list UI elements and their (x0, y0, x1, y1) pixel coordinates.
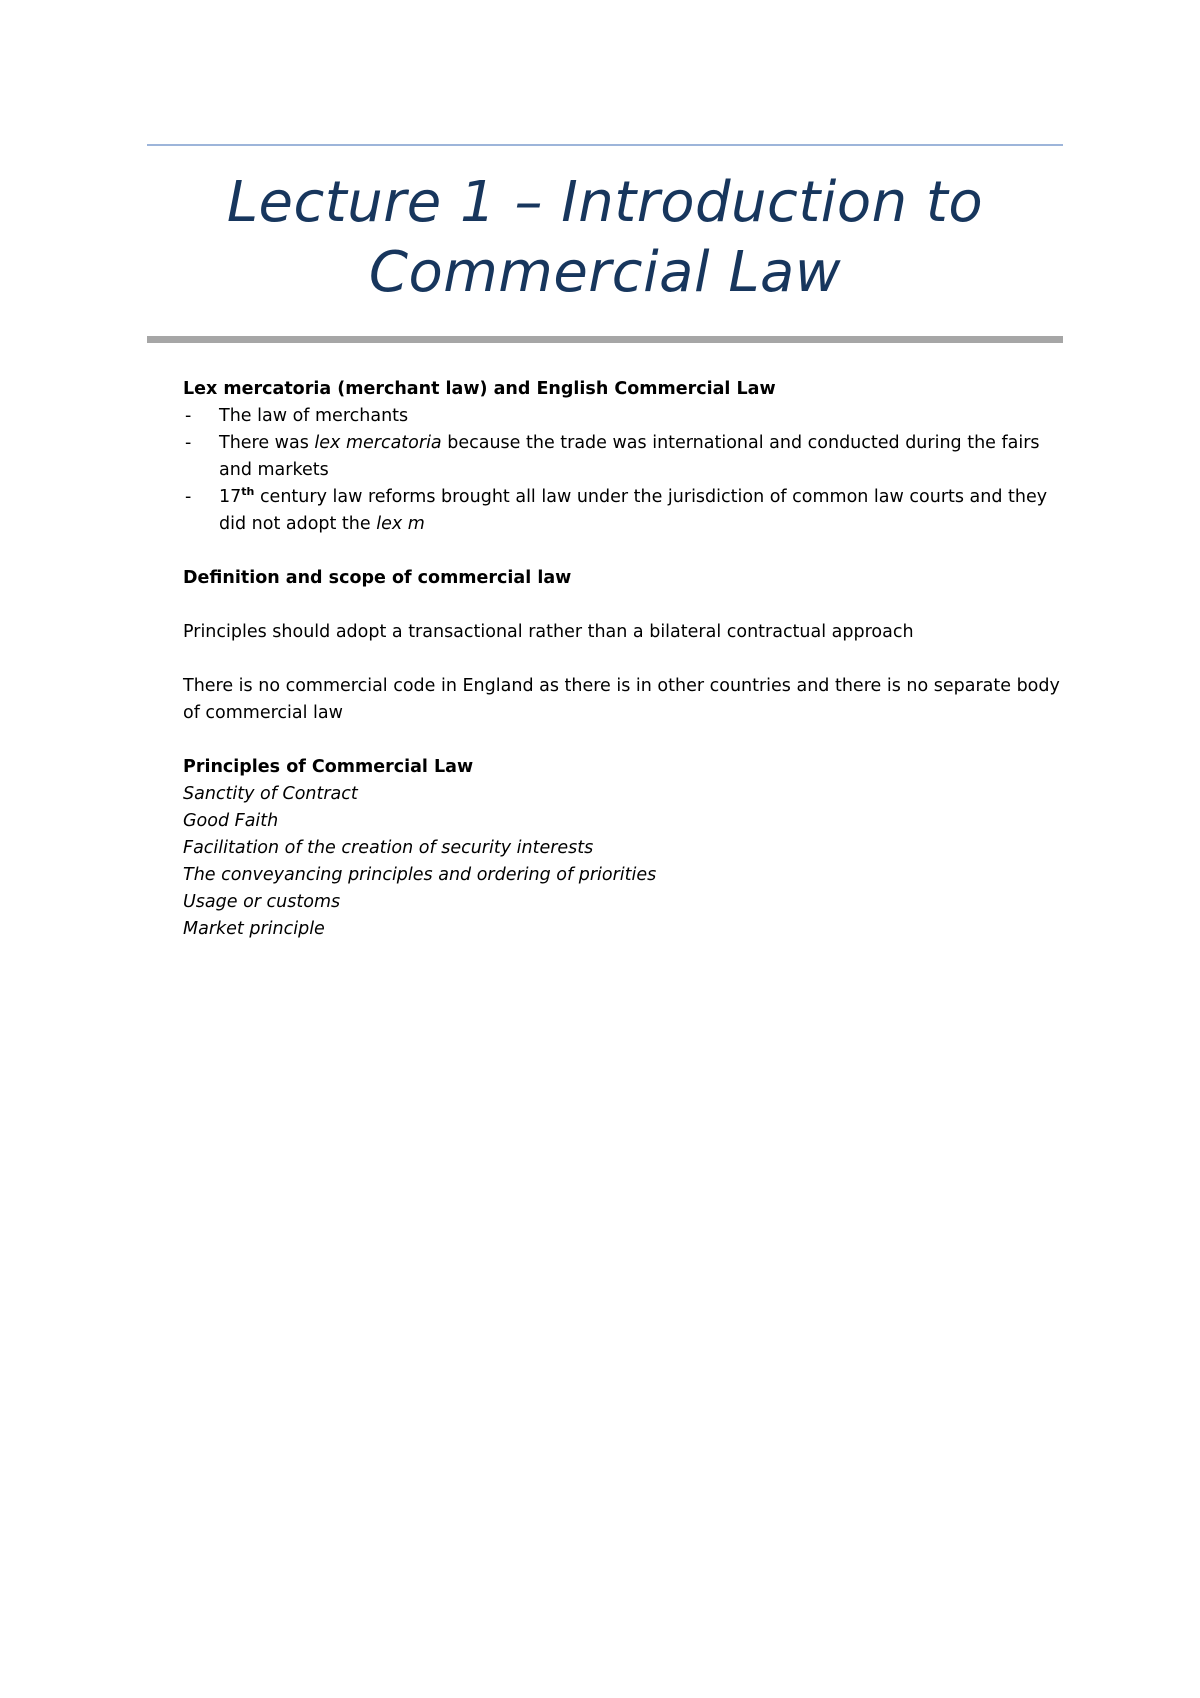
list-item (183, 430, 1063, 484)
list-item-text: 17 (219, 487, 242, 507)
spacer (183, 646, 1063, 673)
principle-item: Facilitation of the creation of security interests (183, 838, 594, 858)
principle-item: The conveyancing principles and ordering of priorities (183, 865, 657, 885)
superscript: th (241, 485, 255, 499)
definition-paragraph: Principles should adopt a transactional rather than a bilateral contractual approach (183, 622, 914, 642)
lex-mercatoria-list (183, 403, 1063, 538)
list-item (183, 403, 1063, 430)
principles-heading: Principles of Commercial Law (183, 757, 474, 777)
spacer (183, 727, 1063, 754)
definition-heading: Definition and scope of commercial law (183, 568, 572, 588)
list-item-text: century law reforms brought all law under the jurisdiction of common law courts and they did not adopt the (219, 487, 1048, 534)
title-bottom-rule (147, 336, 1063, 343)
dash-bullet: - (185, 487, 192, 507)
principle-item: Market principle (183, 919, 325, 939)
lex-mercatoria-heading: Lex mercatoria (merchant law) and English Commercial Law (183, 379, 776, 399)
spacer (183, 592, 1063, 619)
list-item-italic: lex m (376, 514, 425, 534)
title-block (147, 144, 1063, 343)
principle-item: Usage or customs (183, 892, 341, 912)
principles-list (183, 781, 1063, 943)
list-item-italic: lex mercatoria (314, 433, 442, 453)
dash-bullet: - (185, 433, 192, 453)
spacer (183, 538, 1063, 565)
document-body (183, 376, 1063, 943)
list-item-text: There was (219, 433, 315, 453)
principle-item: Good Faith (183, 811, 279, 831)
list-item (183, 484, 1063, 538)
dash-bullet: - (185, 406, 192, 426)
principle-item: Sanctity of Contract (183, 784, 358, 804)
definition-paragraph: There is no commercial code in England as there is in other countries and there is no separate body of commercial law (183, 676, 1060, 723)
list-item-text: because the trade was international and conducted during the fairs and markets (219, 433, 1040, 480)
list-item-text: The law of merchants (219, 406, 409, 426)
document-title: Lecture 1 – Introduction to Commercial Law (226, 170, 984, 305)
